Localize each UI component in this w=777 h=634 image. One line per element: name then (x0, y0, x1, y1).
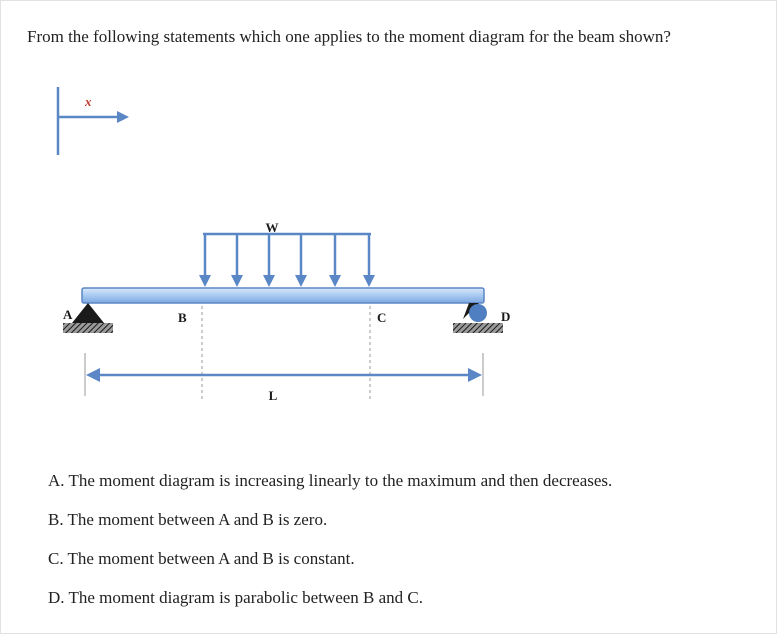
option-c[interactable]: C. The moment between A and B is constant. (48, 549, 355, 568)
distributed-load (199, 220, 375, 287)
point-label-b: B (178, 310, 187, 325)
point-label-d: D (501, 309, 511, 324)
load-arrow-1 (199, 234, 211, 287)
point-label-c: C (377, 310, 387, 325)
beam-diagram (1, 1, 777, 461)
span-label: L (268, 388, 278, 403)
point-label-a: A (63, 307, 73, 322)
option-d[interactable]: D. The moment diagram is parabolic between B and C. (48, 588, 424, 607)
load-arrow-5 (329, 234, 341, 287)
load-arrow-2 (231, 234, 243, 287)
load-arrow-6 (363, 234, 375, 287)
option-b[interactable]: B. The moment between A and B is zero. (48, 510, 328, 529)
coordinate-axis-icon (58, 87, 129, 155)
option-a[interactable]: A. The moment diagram is increasing linearly to the maximum and then decreases. (48, 471, 613, 490)
load-arrow-4 (295, 234, 307, 287)
roller-support (453, 303, 503, 333)
load-label: W (265, 220, 279, 235)
answer-options (48, 471, 612, 627)
axis-label: x (85, 94, 92, 109)
span-dimension (85, 353, 483, 403)
load-arrow-3 (263, 234, 275, 287)
question-text: From the following statements which one applies to the moment diagram for the beam shown? (27, 27, 671, 46)
beam (82, 288, 484, 303)
